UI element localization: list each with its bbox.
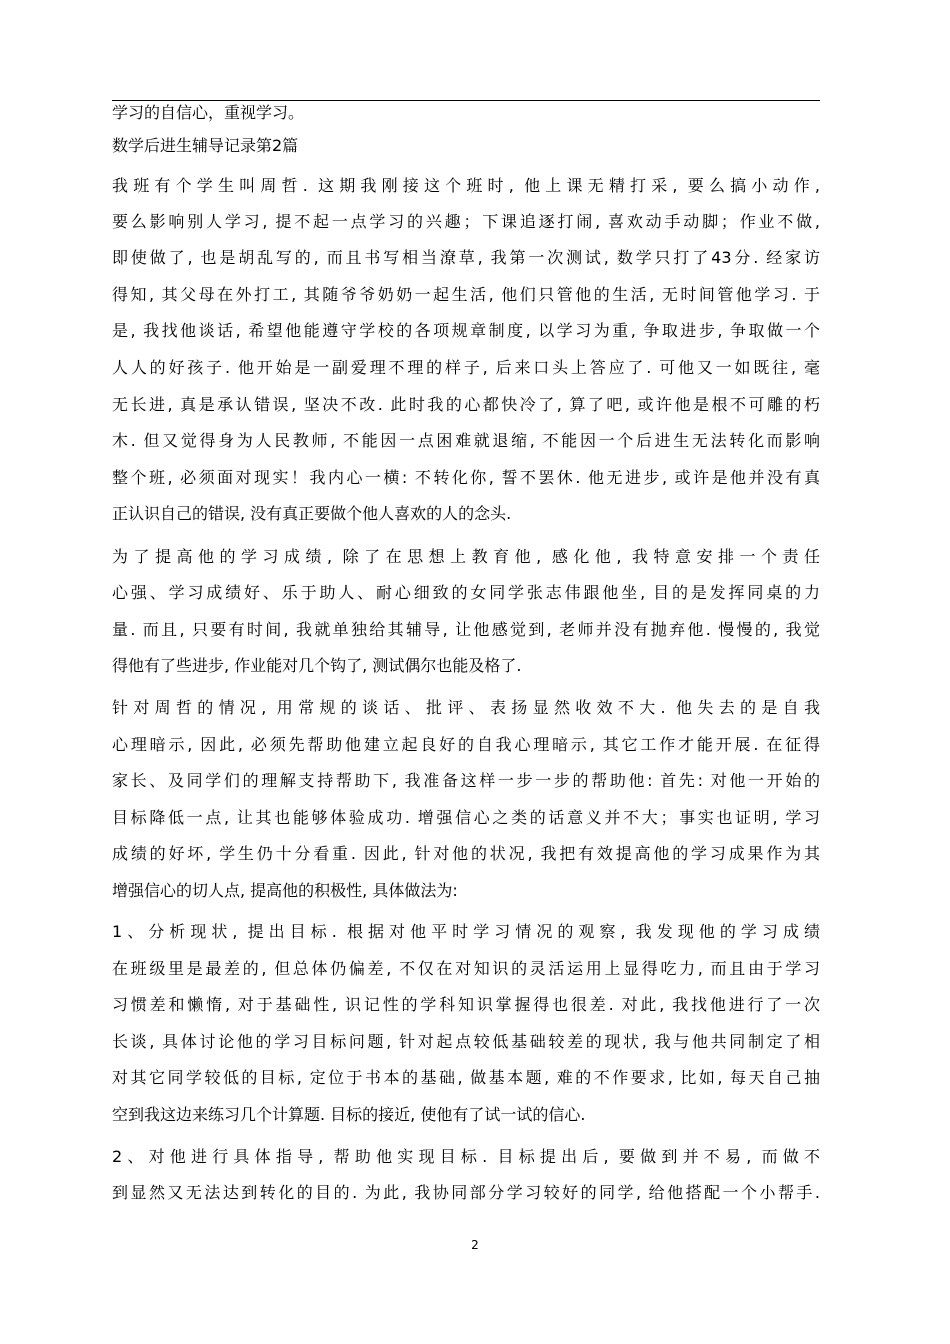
text-line: 我班有个学生叫周哲. 这期我刚接这个班时, 他上课无精打采, 要么搞小动作, [112, 176, 820, 195]
text-line: 1、分析现状, 提出目标. 根据对他平时学习情况的观察, 我发现他的学习成绩 [112, 922, 820, 941]
text-line: 成绩的好坏, 学生仍十分看重. 因此, 针对他的状况, 我把有效提高他的学习成果作为其 [112, 844, 820, 863]
page-number: 2 [471, 1238, 479, 1252]
text-line: 人人的好孩子. 他开始是一副爱理不理的样子, 后来口头上答应了. 可他又一如既往, 毫 [112, 358, 820, 377]
text-line: 正认识自己的错误, 没有真正要做个他人喜欢的人的念头. [112, 504, 512, 523]
text-line: 量. 而且, 只要有时间, 我就单独给其辅导, 让他感觉到, 老师并没有抛弃他. 慢慢的, 我觉 [112, 620, 820, 639]
text-line: 空到我这边来练习几个计算题. 目标的接近, 使他有了试一试的信心. [112, 1105, 586, 1124]
text-line: 在班级里是最差的, 但总体仍偏差, 不仅在对知识的灵活运用上显得吃力, 而且由于学习 [112, 959, 820, 978]
section-heading: 数学后进生辅导记录第2篇 [112, 136, 299, 155]
text-line: 习惯差和懒惰, 对于基础性, 识记性的学科知识掌握得也很差. 对此, 我找他进行了一次 [112, 995, 820, 1014]
text-line: 目标降低一点, 让其也能够体验成功. 增强信心之类的话意义并不大；事实也证明, 学习 [112, 808, 820, 827]
text-line: 是, 我找他谈话, 希望他能遵守学校的各项规章制度, 以学习为重, 争取进步, 争取做一个 [112, 321, 820, 340]
text-line: 到显然又无法达到转化的目的. 为此, 我协同部分学习较好的同学, 给他搭配一个小帮手. [112, 1183, 820, 1202]
text-line: 长谈, 具体讨论他的学习目标问题, 针对起点较低基础较差的现状, 我与他共同制定了相 [112, 1032, 820, 1051]
text-line: 针对周哲的情况, 用常规的谈话、批评、表扬显然收效不大. 他失去的是自我 [112, 698, 820, 717]
text-line: 要么影响别人学习, 提不起一点学习的兴趣；下课追逐打闹, 喜欢动手动脚；作业不做, [112, 212, 820, 231]
text-line: 心强、学习成绩好、乐于助人、耐心细致的女同学张志伟跟他坐, 目的是发挥同桌的力 [112, 583, 820, 602]
text-line: 无长进, 真是承认错误, 坚决不改. 此时我的心都快冷了, 算了吧, 或许他是根不可雕的朽 [112, 395, 820, 414]
text-line: 增强信心的切人点, 提高他的积极性, 具体做法为: [112, 881, 458, 900]
text-line: 得他有了些进步, 作业能对几个钩了, 测试偶尔也能及格了. [112, 656, 522, 675]
text-line: 整个班, 必须面对现实！我内心一横: 不转化你, 誓不罢休. 他无进步, 或许是他并没有真 [112, 468, 820, 487]
text-line: 家长、及同学们的理解支持帮助下, 我准备这样一步一步的帮助他: 首先: 对他一开始的 [112, 771, 820, 790]
text-line: 为了提高他的学习成绩, 除了在思想上教育他, 感化他, 我特意安排一个责任 [112, 547, 820, 566]
text-line: 木. 但又觉得身为人民教师, 不能因一点困难就退缩, 不能因一个后进生无法转化而影响 [112, 431, 820, 450]
text-line: 心理暗示, 因此, 必须先帮助他建立起良好的自我心理暗示, 其它工作才能开展. 在征得 [112, 735, 820, 754]
text-line: 得知, 其父母在外打工, 其随爷爷奶奶一起生活, 他们只管他的生活, 无时间管他学习. 于 [112, 285, 820, 304]
text-line: 即使做了, 也是胡乱写的, 而且书写相当潦草, 我第一次测试, 数学只打了43分. 经家访 [112, 248, 820, 267]
text-line: 对其它同学较低的目标, 定位于书本的基础, 做基本题, 难的不作要求, 比如, 每天自己抽 [112, 1068, 820, 1087]
text-line: 学习的自信心，重视学习。 [112, 103, 305, 122]
header-rule [112, 100, 820, 101]
text-line: 2、对他进行具体指导, 帮助他实现目标. 目标提出后, 要做到并不易, 而做不 [112, 1147, 820, 1166]
